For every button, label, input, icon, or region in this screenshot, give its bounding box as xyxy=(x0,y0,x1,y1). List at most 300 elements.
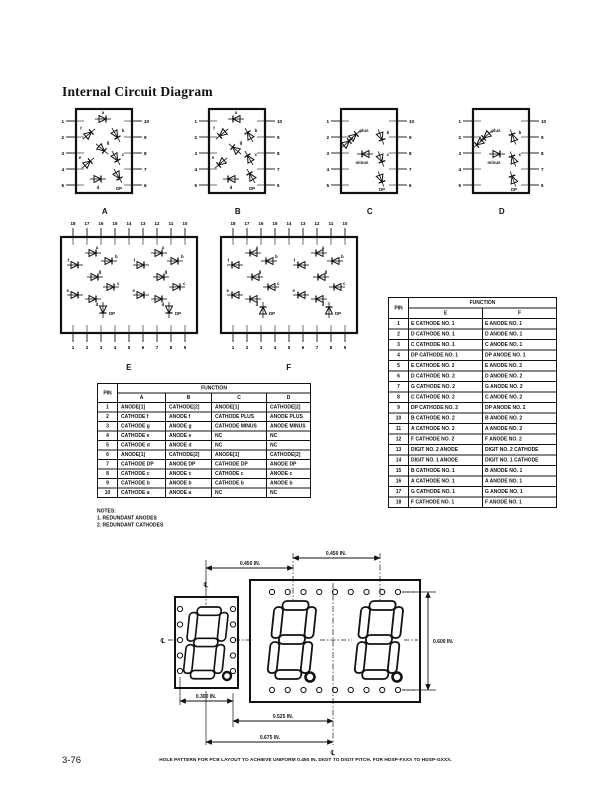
segment-label: minus xyxy=(487,160,501,165)
segment-label: a xyxy=(161,245,165,250)
pin-number-cell: 10 xyxy=(98,488,118,498)
function-cell: CATHODE c xyxy=(118,469,166,479)
pin-number: 5 xyxy=(194,182,197,188)
diode-icon xyxy=(151,250,167,257)
pin-number: 8 xyxy=(144,150,147,156)
function-cell: CATHODE d xyxy=(118,441,166,451)
pin-number: 6 xyxy=(409,182,412,188)
pin-number-cell: 13 xyxy=(389,445,409,456)
function-cell: ANODE[1] xyxy=(212,450,267,460)
function-cell: CATHODE c xyxy=(212,469,267,479)
pin-number-cell: 12 xyxy=(389,434,409,445)
mounting-hole xyxy=(177,668,182,673)
mounting-hole xyxy=(177,653,182,658)
pin-number-cell: 15 xyxy=(389,466,409,477)
diode-icon xyxy=(357,151,373,158)
function-cell: DP ANODE NO. 2 xyxy=(483,403,557,414)
diode-icon xyxy=(507,170,519,187)
mounting-hole xyxy=(348,687,353,692)
mounting-hole xyxy=(269,687,274,692)
function-cell: A ANODE NO. 1 xyxy=(483,476,557,487)
pin-number: 7 xyxy=(277,166,280,172)
diode-icon xyxy=(85,296,101,303)
function-cell: G ANODE NO. 1 xyxy=(483,487,557,498)
segment-label: a xyxy=(101,110,105,115)
column-header-d: D xyxy=(267,393,311,403)
diode-icon xyxy=(326,302,333,318)
function-cell: NC xyxy=(267,488,311,498)
function-cell: CATHODE a xyxy=(118,488,166,498)
table-row xyxy=(389,413,557,424)
pin-number: 5 xyxy=(127,345,131,350)
pin-number: 8 xyxy=(409,150,412,156)
pin-number: 4 xyxy=(458,166,461,172)
pin-number: 9 xyxy=(277,134,280,140)
column-header-f: F xyxy=(483,308,557,319)
circuit-diagram-d xyxy=(456,103,548,216)
function-cell: B CATHODE NO. 1 xyxy=(409,466,483,477)
diode-icon xyxy=(133,292,149,299)
function-table-abcd xyxy=(97,383,310,498)
segment-label: b xyxy=(386,130,390,135)
diode-icon xyxy=(85,250,101,257)
segment-label: g xyxy=(98,269,102,274)
pin-number-cell: 1 xyxy=(98,403,118,413)
pin-number: 5 xyxy=(458,182,461,188)
segment-label: c xyxy=(277,281,280,286)
dim-label: 0.675 IN. xyxy=(259,735,281,741)
segment-label: b xyxy=(341,254,344,259)
function-cell: F ANODE NO. 2 xyxy=(483,434,557,445)
circuit-diagram-e xyxy=(53,215,205,372)
function-cell: E ANODE NO. 1 xyxy=(483,319,557,330)
function-cell: C CATHODE NO. 1 xyxy=(409,340,483,351)
mounting-hole xyxy=(380,687,385,692)
table-row xyxy=(389,455,557,466)
table-row xyxy=(389,466,557,477)
function-cell: DIGIT NO. 2 CATHODE xyxy=(483,445,557,456)
function-cell: CATHODE b xyxy=(118,479,166,489)
diode-icon xyxy=(313,274,329,281)
segment-label: DP xyxy=(269,311,276,316)
dip10-schematic xyxy=(59,103,151,199)
dim-label: 0.450 IN. xyxy=(325,551,347,557)
function-cell: ANODE[1] xyxy=(118,450,166,460)
pin-number: 17 xyxy=(244,221,250,226)
function-cell: DIGIT NO. 2 ANODE xyxy=(409,445,483,456)
diode-icon xyxy=(111,167,125,184)
pin-number: 7 xyxy=(541,166,544,172)
function-cell: DP CATHODE NO. 2 xyxy=(409,403,483,414)
segment-label: DP xyxy=(510,187,518,192)
pin-number: 6 xyxy=(144,182,147,188)
pin-number: 9 xyxy=(183,345,187,350)
pin-number: 18 xyxy=(70,221,76,226)
pin-number: 4 xyxy=(113,345,117,350)
pin-number-cell: 2 xyxy=(389,329,409,340)
segment-label: DP xyxy=(335,311,342,316)
centerline-symbol: ℄ xyxy=(330,750,336,757)
segment-label: f xyxy=(67,258,69,263)
segment-label: g xyxy=(239,140,243,145)
function-cell: C CATHODE NO. 2 xyxy=(409,392,483,403)
pin-number-cell: 9 xyxy=(98,479,118,489)
diagram-label: F xyxy=(286,363,292,372)
seven-segment-digit xyxy=(267,601,317,679)
pin-number: 3 xyxy=(61,150,64,156)
pin-number: 10 xyxy=(342,221,348,226)
segment-label: plus xyxy=(491,128,501,133)
segment-label: g xyxy=(258,269,262,274)
centerline-symbol: ℄ xyxy=(203,582,209,589)
segment-label: c xyxy=(343,281,346,286)
pin-number: 16 xyxy=(98,221,104,226)
function-cell: DIGIT NO. 1 ANODE xyxy=(409,455,483,466)
mounting-hole xyxy=(177,637,182,642)
table-row xyxy=(389,340,557,351)
pin-number: 8 xyxy=(541,150,544,156)
table-row xyxy=(389,424,557,435)
diode-icon xyxy=(227,262,243,269)
table-row xyxy=(389,329,557,340)
diode-icon xyxy=(293,292,309,299)
table-row xyxy=(389,371,557,382)
drawing-caption xyxy=(113,757,498,763)
pin-number: 5 xyxy=(326,182,329,188)
function-cell: A CATHODE NO. 1 xyxy=(409,476,483,487)
segment-label: a xyxy=(95,245,99,250)
diode-icon xyxy=(80,155,97,171)
pin-number: 2 xyxy=(61,134,64,140)
pin-number: 12 xyxy=(314,221,320,226)
pin-number-cell: 7 xyxy=(98,460,118,470)
diode-icon xyxy=(375,128,387,145)
pin-number: 9 xyxy=(343,345,347,350)
pcb-hole-pattern-drawing xyxy=(130,545,470,765)
segment-label: f xyxy=(293,258,295,263)
pin-number-cell: 4 xyxy=(389,350,409,361)
function-cell: CATHODE MINUS xyxy=(212,422,267,432)
pin-number: 7 xyxy=(409,166,412,172)
segment-label: c xyxy=(386,152,390,157)
diode-icon xyxy=(311,250,327,257)
function-cell: CATHODE e xyxy=(118,431,166,441)
dip10-schematic xyxy=(192,103,284,199)
pin-number: 2 xyxy=(245,345,249,350)
pin-number: 7 xyxy=(315,345,319,350)
function-cell: ANODE f xyxy=(166,412,212,422)
pin-number: 9 xyxy=(541,134,544,140)
centerline-symbol: ℄ xyxy=(160,638,166,645)
pin-number: 1 xyxy=(71,345,75,350)
pin-number: 10 xyxy=(277,118,283,124)
function-table xyxy=(388,297,557,508)
segment-label: DP xyxy=(248,186,256,191)
function-cell: ANODE c xyxy=(166,469,212,479)
function-cell: NC xyxy=(212,431,267,441)
diode-icon xyxy=(247,274,263,281)
diode-icon xyxy=(228,116,244,123)
diode-icon xyxy=(227,292,243,299)
function-cell: A ANODE NO. 2 xyxy=(483,424,557,435)
table-row xyxy=(98,488,311,498)
function-cell: F CATHODE NO. 1 xyxy=(409,497,483,508)
table-row xyxy=(98,450,311,460)
function-cell: E CATHODE NO. 2 xyxy=(409,361,483,372)
mounting-hole xyxy=(395,589,400,594)
pin-number: 1 xyxy=(231,345,235,350)
pin-number-cell: 3 xyxy=(389,340,409,351)
pin-number: 10 xyxy=(144,118,150,124)
pin-number: 1 xyxy=(326,118,329,124)
segment-label: e xyxy=(132,288,135,293)
table-row xyxy=(98,412,311,422)
function-cell: ANODE MINUS xyxy=(267,422,311,432)
pin-number: 10 xyxy=(541,118,547,124)
pin-number-cell: 9 xyxy=(389,403,409,414)
function-cell: ANODE d xyxy=(166,441,212,451)
pin-number: 4 xyxy=(273,345,277,350)
segment-label: d xyxy=(229,185,233,190)
segment-label: c xyxy=(183,281,186,286)
function-cell: CATHODE[2] xyxy=(166,450,212,460)
diode-icon xyxy=(244,167,258,184)
pin-number: 12 xyxy=(154,221,160,226)
seven-segment-digit xyxy=(354,601,404,679)
table-row xyxy=(389,487,557,498)
diode-icon xyxy=(260,302,267,318)
pcb-drawing-svg xyxy=(130,545,470,760)
mounting-hole xyxy=(301,589,306,594)
decimal-point-hole xyxy=(223,672,231,680)
segment-label: d xyxy=(95,302,99,307)
mounting-hole xyxy=(285,589,290,594)
table-row xyxy=(389,361,557,372)
function-cell: DP CATHODE NO. 1 xyxy=(409,350,483,361)
function-cell: CATHODE f xyxy=(118,412,166,422)
function-cell: C ANODE NO. 1 xyxy=(483,340,557,351)
segment-label: a xyxy=(321,245,325,250)
pin-number: 7 xyxy=(144,166,147,172)
segment-label: d xyxy=(321,302,325,307)
function-cell: CATHODE[2] xyxy=(267,450,311,460)
segment-label: c xyxy=(121,152,125,157)
dip18-schematic xyxy=(213,215,365,355)
segment-label: plus xyxy=(359,128,369,133)
segment-label: b xyxy=(115,254,118,259)
diode-icon xyxy=(81,126,98,142)
pin-number: 18 xyxy=(230,221,236,226)
mounting-hole xyxy=(230,668,235,673)
segment-label: a xyxy=(234,110,238,115)
pin-number: 6 xyxy=(301,345,305,350)
pin-number: 3 xyxy=(326,150,329,156)
segment-label: minus xyxy=(355,160,369,165)
dim-label: 0.300 IN. xyxy=(195,694,217,700)
pin-number: 2 xyxy=(194,134,197,140)
diagram-label: B xyxy=(234,207,242,216)
table-row xyxy=(98,469,311,479)
function-cell: D ANODE NO. 2 xyxy=(483,371,557,382)
pin-number: 10 xyxy=(409,118,415,124)
pin-number: 1 xyxy=(458,118,461,124)
function-cell: C ANODE NO. 2 xyxy=(483,392,557,403)
function-header: FUNCTION xyxy=(409,298,557,309)
segment-label: f xyxy=(133,258,135,263)
function-cell: A CATHODE NO. 2 xyxy=(409,424,483,435)
diode-icon xyxy=(245,250,261,257)
diode-icon xyxy=(293,262,309,269)
mounting-hole xyxy=(230,637,235,642)
pin-number: 3 xyxy=(458,150,461,156)
segment-label: e xyxy=(292,288,295,293)
function-cell: B ANODE NO. 1 xyxy=(483,466,557,477)
function-cell: ANODE PLUS xyxy=(267,412,311,422)
function-cell: F CATHODE NO. 2 xyxy=(409,434,483,445)
mounting-hole xyxy=(380,589,385,594)
mounting-hole xyxy=(348,589,353,594)
function-cell: B ANODE NO. 2 xyxy=(483,413,557,424)
segment-label: b xyxy=(254,128,258,133)
pin-number-cell: 14 xyxy=(389,455,409,466)
pin-number-cell: 5 xyxy=(98,441,118,451)
diode-icon xyxy=(67,262,83,269)
diode-icon xyxy=(214,126,231,142)
pin-number: 15 xyxy=(112,221,118,226)
segment-label: b xyxy=(518,130,522,135)
pin-number: 7 xyxy=(155,345,159,350)
segment-label: b xyxy=(121,128,125,133)
pin-number-cell: 2 xyxy=(98,412,118,422)
mounting-hole xyxy=(230,622,235,627)
table-row xyxy=(98,441,311,451)
pin-number: 8 xyxy=(277,150,280,156)
segment-label: e xyxy=(66,288,69,293)
dip10-schematic xyxy=(324,103,416,199)
table-row xyxy=(98,431,311,441)
pin-number-cell: 4 xyxy=(98,431,118,441)
function-cell: CATHODE DP xyxy=(212,460,267,470)
diode-icon xyxy=(245,296,261,303)
pin-number: 14 xyxy=(286,221,292,226)
function-cell: CATHODE PLUS xyxy=(212,412,267,422)
diode-icon xyxy=(489,151,505,158)
table-row xyxy=(389,392,557,403)
pin-number-cell: 8 xyxy=(98,469,118,479)
mounting-hole xyxy=(269,589,274,594)
circuit-diagram-a xyxy=(59,103,151,216)
function-cell: ANODE g xyxy=(166,422,212,432)
function-cell: ANODE c xyxy=(267,469,311,479)
function-cell: NC xyxy=(267,431,311,441)
mounting-hole xyxy=(395,687,400,692)
table-row xyxy=(98,422,311,432)
dim-label: 0.450 IN. xyxy=(239,561,261,567)
pin-number-cell: 18 xyxy=(389,497,409,508)
pin-number: 9 xyxy=(144,134,147,140)
column-header-a: A xyxy=(118,393,166,403)
pin-number: 11 xyxy=(168,221,174,226)
segment-label: c xyxy=(254,152,258,157)
diode-icon xyxy=(133,262,149,269)
function-cell: B CATHODE NO. 2 xyxy=(409,413,483,424)
function-cell: CATHODE g xyxy=(118,422,166,432)
pin-number: 8 xyxy=(329,345,333,350)
pin-column-header: PIN xyxy=(98,384,118,403)
diagram-label: A xyxy=(101,207,109,216)
segment-label: DP xyxy=(109,311,116,316)
mounting-hole xyxy=(177,622,182,627)
function-cell: CATHODE DP xyxy=(118,460,166,470)
pin-number-cell: 10 xyxy=(389,413,409,424)
mounting-hole xyxy=(177,606,182,611)
table-row xyxy=(389,350,557,361)
function-cell: NC xyxy=(267,441,311,451)
segment-label: DP xyxy=(115,186,123,191)
function-cell: G ANODE NO. 2 xyxy=(483,382,557,393)
function-cell: NC xyxy=(212,441,267,451)
diode-icon xyxy=(87,274,103,281)
pin-number-cell: 3 xyxy=(98,422,118,432)
function-cell: CATHODE[2] xyxy=(166,403,212,413)
note-line: 1. REDUNDANT ANODES xyxy=(97,515,157,521)
function-cell: ANODE e xyxy=(166,431,212,441)
pin-number: 11 xyxy=(328,221,334,226)
table-row xyxy=(98,460,311,470)
function-header: FUNCTION xyxy=(118,384,311,394)
mounting-hole xyxy=(230,653,235,658)
mounting-hole xyxy=(230,606,235,611)
note-line: NOTES: xyxy=(97,508,116,514)
table-row xyxy=(389,434,557,445)
pin-number: 5 xyxy=(287,345,291,350)
segment-label: e xyxy=(78,155,82,160)
pin-number: 6 xyxy=(141,345,145,350)
pin-number: 16 xyxy=(258,221,264,226)
segment-label: f xyxy=(227,258,229,263)
pin-number: 3 xyxy=(194,150,197,156)
segment-label: b xyxy=(275,254,278,259)
segment-label: g xyxy=(164,269,168,274)
table-row xyxy=(389,476,557,487)
pin-number-cell: 7 xyxy=(389,382,409,393)
pin-column-header: PIN xyxy=(389,298,409,319)
diagram-label: E xyxy=(126,363,132,372)
pin-number-cell: 8 xyxy=(389,392,409,403)
diode-icon xyxy=(375,170,387,187)
pin-number: 8 xyxy=(169,345,173,350)
caption-text: HOLE PATTERN FOR PCB LAYOUT TO ACHIEVE UNIFORM 0.450 IN. DIGIT TO DIGIT PITCH. FOR HDSP-FXXX TO HDSP-GXXX. xyxy=(159,757,452,763)
function-cell: D CATHODE NO. 1 xyxy=(409,329,483,340)
page-title: Internal Circuit Diagram xyxy=(62,84,213,99)
pin-number: 14 xyxy=(126,221,132,226)
diode-icon xyxy=(311,296,327,303)
segment-label: DP xyxy=(378,187,386,192)
diagram-label: D xyxy=(498,207,506,216)
function-cell: G CATHODE NO. 2 xyxy=(409,382,483,393)
table-row xyxy=(389,403,557,414)
dual-digit-package-outline xyxy=(250,580,420,702)
pin-number: 2 xyxy=(326,134,329,140)
pin-number-cell: 6 xyxy=(389,371,409,382)
pin-number-cell: 5 xyxy=(389,361,409,372)
pin-number-cell: 6 xyxy=(98,450,118,460)
pin-number: 9 xyxy=(409,134,412,140)
dim-label: 0.525 IN. xyxy=(272,714,294,720)
circuit-diagram-b xyxy=(192,103,284,216)
diode-icon xyxy=(223,176,239,183)
pin-number: 13 xyxy=(140,221,146,226)
